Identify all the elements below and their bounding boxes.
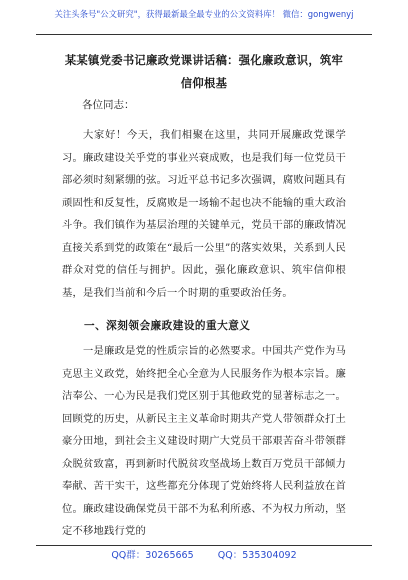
header-promo-text: 关注头条号"公文研究"，获得最新最全最专业的公文资料库！ 微信：gongwenyj — [54, 9, 354, 19]
document-title: 某某镇党委书记廉政党课讲话稿：强化廉政意识，筑牢信仰根基 — [64, 53, 344, 90]
section-heading: 一、深刻领会廉政建设的重大意义 — [84, 320, 251, 332]
body-paragraph-intro: 大家好！今天，我们相聚在这里，共同开展廉政党课学习。廉政建设关乎党的事业兴衰成败，也是我们每一位党员干部必须时刻紧绷的弦。习近平总书记多次强调，腐败问题具有顽固性和反复性，反腐败是一场输不起也决不能输的重大政治斗争。我们镇作为基层治理的关键单元，党员干部的廉政情况直接关系到党的政策在“最后一公里”的落实效果，关系到人民群众对党的信任与拥护。因此，强化廉政意识、筑牢信仰根基，是我们当前和今后一个时期的重要政治任务。 — [62, 129, 346, 299]
salutation: 各位同志： — [82, 99, 135, 111]
header-divider — [36, 34, 372, 35]
page-header — [0, 0, 408, 42]
body-paragraph-section-one: 一是廉政是党的性质宗旨的必然要求。中国共产党作为马克思主义政党，始终把全心全意为人民服务作为根本宗旨。廉洁奉公、一心为民是我们党区别于其他政党的显著标志之一。回顾党的历史，从新民主主义革命时期共产党人带领群众打土豪分田地，到社会主义建设时期广大党员干部艰苦奋斗带领群众脱贫致富，再到新时代脱贫攻坚战场上数百万党员干部倾力奉献、苦干实干，这些都充分体现了党始终将人民利益放在首位。廉政建设确保党员干部不为私利所惑、不为权力所动，坚定不移地践行党的 — [62, 345, 346, 537]
footer-divider — [36, 545, 372, 546]
footer-contact-text: QQ群：30265665 QQ：535304092 — [111, 550, 297, 561]
